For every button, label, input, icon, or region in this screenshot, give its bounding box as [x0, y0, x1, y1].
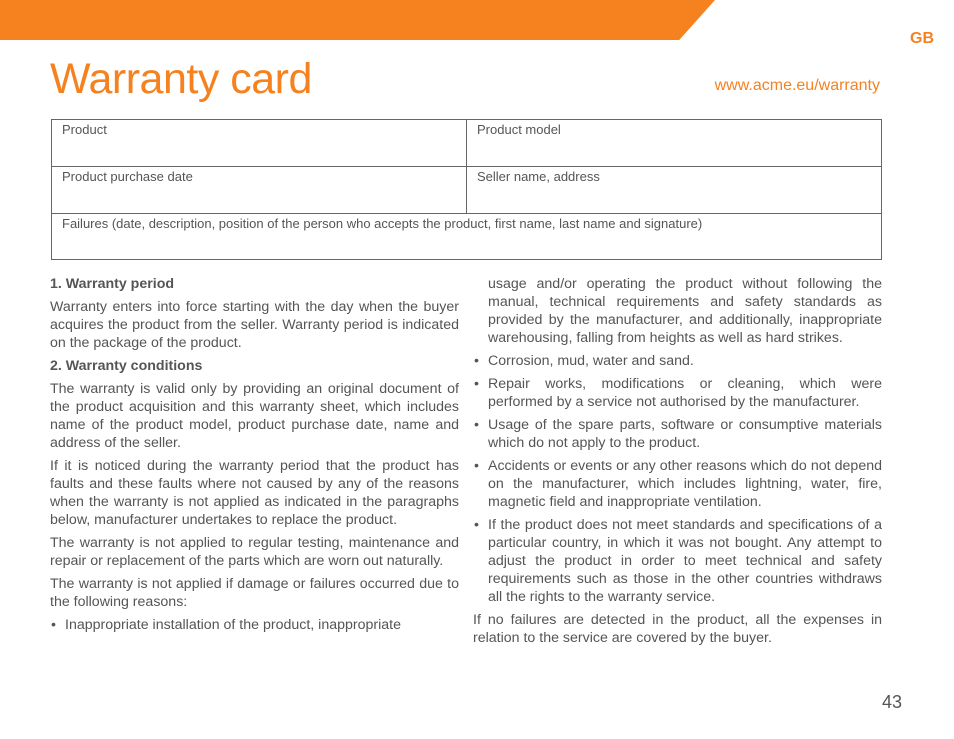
left-text-column	[50, 275, 459, 639]
paragraph-exclusions-intro: The warranty is not applied if damage or failures occurred due to the following reasons:	[50, 576, 459, 610]
page-title: Warranty card	[50, 55, 312, 103]
card-row-failures	[52, 214, 881, 259]
header-orange-band	[0, 0, 715, 40]
card-row-purchase	[52, 167, 881, 214]
bullet-item-accidents: • Accidents or events or any other reasons which do not depend on the manufacturer, which includes lightning, water, fire, magnetic field and inappropriate ventilation.	[473, 457, 882, 511]
warranty-card-table	[51, 119, 882, 260]
bullet-item-repair: • Repair works, modifications or cleaning, which were performed by a service not authorised by the manufacturer.	[473, 375, 882, 411]
paragraph-expenses: If no failures are detected in the product, all the expenses in relation to the service are covered by the buyer.	[473, 612, 882, 646]
bullet-item-spare-parts: • Usage of the spare parts, software or consumptive materials which do not apply to the product.	[473, 416, 882, 452]
section-heading-warranty-period: 1. Warranty period	[50, 276, 175, 292]
bullet-item-installation-continued: usage and/or operating the product without following the manual, technical requirements and safety standards as provided by the manufacturer, and additionally, inappropriate warehousing, falling from heights as well as hard strikes.	[488, 276, 882, 346]
language-code: GB	[910, 30, 934, 47]
card-cell-failures[interactable]: Failures (date, description, position of the person who accepts the product, first name, last name and signature)	[62, 216, 703, 231]
warranty-url-link[interactable]: www.acme.eu/warranty	[714, 77, 880, 94]
section-heading-warranty-conditions: 2. Warranty conditions	[50, 358, 203, 374]
bullet-item-standards: • If the product does not meet standards and specifications of a particular country, in which it was not bought. Any attempt to adjust the product in order to meet technical and safety requirements such as those in the other countries withdraws all the rights to the warranty service.	[473, 516, 882, 606]
page-number: 43	[882, 692, 903, 712]
card-row-product	[52, 120, 881, 167]
bullet-item-corrosion: • Corrosion, mud, water and sand.	[473, 352, 882, 370]
card-cell-seller[interactable]: Seller name, address	[477, 169, 600, 184]
card-cell-product[interactable]: Product	[52, 120, 467, 166]
paragraph-validity: The warranty is valid only by providing an original document of the product acquisition and this warranty sheet, which includes name of the product model, product purchase date, name and address of the seller.	[50, 381, 459, 451]
card-cell-product-model[interactable]: Product model	[477, 122, 561, 137]
right-text-column	[473, 275, 882, 652]
card-cell-purchase-date[interactable]: Product purchase date	[52, 167, 467, 213]
bullet-item-installation: • Inappropriate installation of the product, inappropriate	[50, 616, 459, 634]
paragraph-warranty-period: Warranty enters into force starting with the day when the buyer acquires the product from the seller. Warranty period is indicated on the package of the product.	[50, 299, 459, 351]
paragraph-maintenance: The warranty is not applied to regular testing, maintenance and repair or replacement of the parts which are worn out naturally.	[50, 535, 459, 569]
paragraph-faults: If it is noticed during the warranty period that the product has faults and these faults where not caused by any of the reasons when the warranty is not applied as indicated in the paragraphs below, manufacturer undertakes to replace the product.	[50, 458, 459, 528]
